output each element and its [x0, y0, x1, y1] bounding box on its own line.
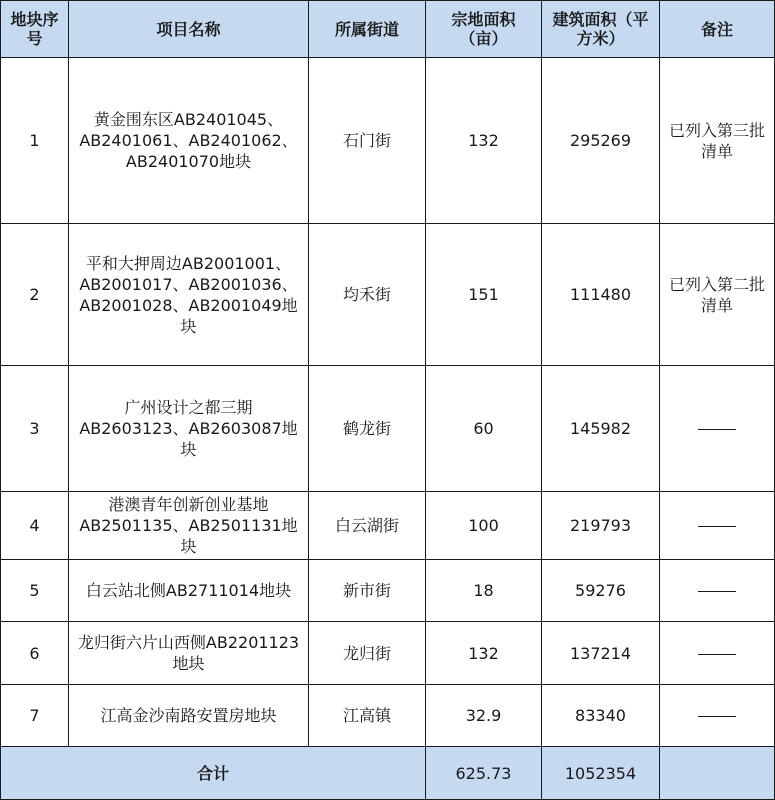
row-street: 江高镇 — [309, 685, 426, 747]
row-project-name: 江高金沙南路安置房地块 — [69, 685, 309, 747]
total-label: 合计 — [1, 747, 426, 800]
row-street: 新市街 — [309, 560, 426, 622]
row-remark — [660, 622, 775, 685]
row-remark — [660, 560, 775, 622]
header-remark: 备注 — [660, 1, 775, 58]
row-floor-area: 145982 — [542, 366, 660, 492]
row-floor-area: 111480 — [542, 224, 660, 366]
header-land-area: 宗地面积（亩） — [426, 1, 542, 58]
table-row — [1, 560, 775, 622]
table-row — [1, 224, 775, 366]
row-floor-area: 295269 — [542, 58, 660, 224]
table-row — [1, 58, 775, 224]
row-project-name: 港澳青年创新创业基地AB2501135、AB2501131地块 — [69, 492, 309, 560]
row-index: 2 — [1, 224, 69, 366]
row-index: 5 — [1, 560, 69, 622]
total-land-area: 625.73 — [426, 747, 542, 800]
row-remark — [660, 366, 775, 492]
table-row — [1, 366, 775, 492]
remark-dash — [698, 716, 736, 717]
row-floor-area: 219793 — [542, 492, 660, 560]
row-land-area: 32.9 — [426, 685, 542, 747]
row-remark — [660, 685, 775, 747]
row-street: 均禾街 — [309, 224, 426, 366]
row-index: 6 — [1, 622, 69, 685]
row-land-area: 18 — [426, 560, 542, 622]
header-street: 所属街道 — [309, 1, 426, 58]
header-index: 地块序号 — [1, 1, 69, 58]
row-project-name: 黄金围东区AB2401045、AB2401061、AB2401062、AB2401070地块 — [69, 58, 309, 224]
header-floor-area: 建筑面积（平方米） — [542, 1, 660, 58]
row-land-area: 100 — [426, 492, 542, 560]
row-street: 鹤龙街 — [309, 366, 426, 492]
row-land-area: 151 — [426, 224, 542, 366]
table-row — [1, 685, 775, 747]
row-floor-area: 83340 — [542, 685, 660, 747]
total-floor-area: 1052354 — [542, 747, 660, 800]
remark-dash — [698, 591, 736, 592]
total-row — [1, 747, 775, 800]
row-land-area: 132 — [426, 622, 542, 685]
row-project-name: 龙归街六片山西侧AB2201123地块 — [69, 622, 309, 685]
row-index: 4 — [1, 492, 69, 560]
total-remark — [660, 747, 775, 800]
remark-dash — [698, 654, 736, 655]
row-floor-area: 59276 — [542, 560, 660, 622]
remark-dash — [698, 429, 736, 430]
table-row — [1, 622, 775, 685]
row-project-name: 平和大押周边AB2001001、AB2001017、AB2001036、AB2001028、AB2001049地块 — [69, 224, 309, 366]
row-remark: 已列入第二批清单 — [660, 224, 775, 366]
row-street: 石门街 — [309, 58, 426, 224]
row-land-area: 132 — [426, 58, 542, 224]
header-name: 项目名称 — [69, 1, 309, 58]
row-index: 7 — [1, 685, 69, 747]
remark-dash — [698, 526, 736, 527]
row-index: 1 — [1, 58, 69, 224]
row-project-name: 广州设计之都三期AB2603123、AB2603087地块 — [69, 366, 309, 492]
table-row — [1, 492, 775, 560]
row-street: 龙归街 — [309, 622, 426, 685]
row-land-area: 60 — [426, 366, 542, 492]
row-index: 3 — [1, 366, 69, 492]
row-project-name: 白云站北侧AB2711014地块 — [69, 560, 309, 622]
header-row — [1, 1, 775, 58]
row-street: 白云湖街 — [309, 492, 426, 560]
row-remark — [660, 492, 775, 560]
row-floor-area: 137214 — [542, 622, 660, 685]
row-remark: 已列入第三批清单 — [660, 58, 775, 224]
